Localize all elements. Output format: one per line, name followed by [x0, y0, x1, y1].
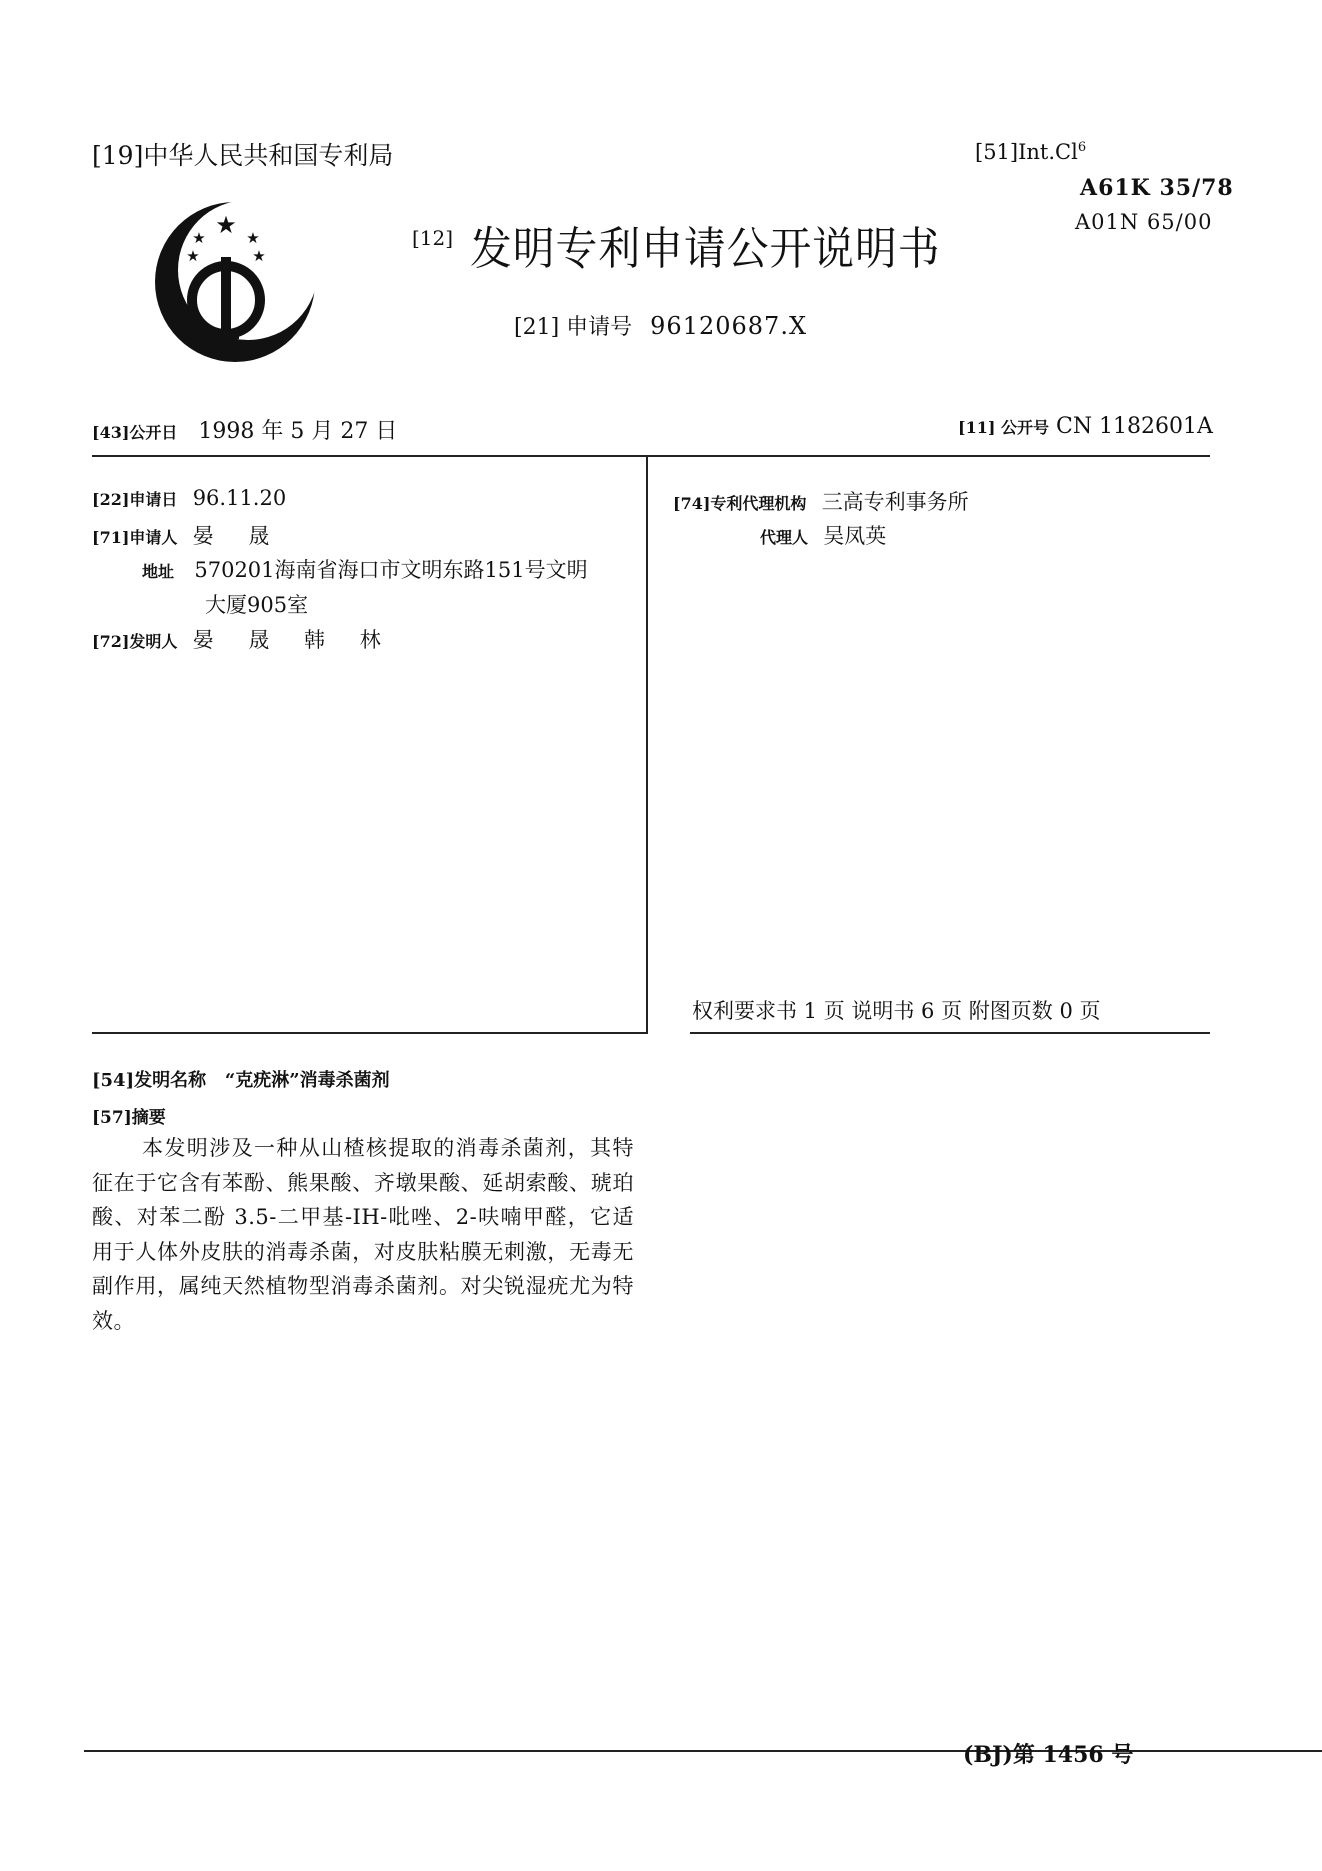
publication-number-code: [11] 公开号	[958, 418, 1049, 437]
publication-number	[958, 414, 1213, 439]
divider-right-bottom	[690, 1032, 1210, 1034]
inventor-value: 晏 晟 韩 林	[192, 628, 395, 652]
ipc-code-secondary: A01N 65/00	[1075, 210, 1213, 234]
address-line-2: 大厦905室	[205, 593, 309, 617]
invention-title-code: [54]发明名称	[92, 1070, 207, 1091]
filing-date-code: [22]申请日	[92, 490, 178, 509]
address-row	[142, 554, 588, 584]
agency-row	[673, 486, 969, 516]
abstract-text: 本发明涉及一种从山楂核提取的消毒杀菌剂，其特征在于它含有苯酚、熊果酸、齐墩果酸、延胡索酸、琥珀酸、对苯二酚 3.5-二甲基-IH-吡唑、2-呋喃甲醛，它适用于人体外皮肤的消毒杀菌，对皮肤粘膜无刺激，无毒无副作用，属纯天然植物型消毒杀菌剂。对尖锐湿疣尤为特效。	[92, 1136, 634, 1333]
ipc-edition: 6	[1077, 140, 1087, 155]
applicant-value: 晏 晟	[192, 524, 284, 548]
application-number-value: 96120687.X	[650, 312, 808, 340]
address-line-1: 570201海南省海口市文明东路151号文明	[194, 558, 588, 582]
agency-code: [74]专利代理机构	[673, 494, 807, 513]
applicant-code: [71]申请人	[92, 528, 178, 547]
document-type-code: [12]	[412, 226, 454, 250]
inventor-code: [72]发明人	[92, 632, 178, 651]
patent-office-emblem-icon	[150, 195, 320, 365]
document-type: 发明专利申请公开说明书	[470, 222, 941, 275]
filing-date-value: 96.11.20	[192, 486, 287, 510]
applicant-row	[92, 520, 283, 550]
application-number-label: [21] 申请号	[514, 315, 633, 340]
agent-label: 代理人	[760, 528, 809, 547]
publication-number-value: CN 1182601A	[1055, 414, 1213, 439]
agency-value: 三高专利事务所	[821, 490, 969, 514]
footer-rule	[84, 1750, 1322, 1752]
abstract-label: [57]摘要	[92, 1108, 166, 1128]
divider-vertical	[646, 455, 648, 1033]
publication-date-value: 1998 年 5 月 27 日	[198, 419, 398, 444]
filing-date-row	[92, 486, 286, 510]
agent-row	[760, 520, 886, 550]
page-counts: 权利要求书 1 页 说明书 6 页 附图页数 0 页	[692, 999, 1101, 1023]
publication-date-code: [43]公开日	[92, 423, 178, 442]
address-label: 地址	[142, 562, 175, 581]
footer-code: (BJ)第 1456 号	[963, 1742, 1134, 1768]
svg-text:★: ★	[252, 247, 266, 265]
invention-title-value: “克疣淋”消毒杀菌剂	[224, 1070, 390, 1091]
publication-date	[92, 414, 397, 445]
divider-top	[92, 455, 1210, 457]
svg-text:★: ★	[215, 211, 237, 239]
issuing-office: [19]中华人民共和国专利局	[92, 141, 394, 170]
svg-text:★: ★	[192, 229, 206, 247]
ipc-label: [51]Int.Cl$^6$	[975, 140, 1087, 164]
invention-title	[92, 1066, 390, 1092]
application-number	[514, 310, 807, 341]
ipc-code-primary: A61K 35/78	[1080, 175, 1234, 201]
inventor-row	[92, 624, 395, 654]
divider-left-bottom	[92, 1032, 648, 1034]
agent-value: 吴凤英	[823, 524, 887, 548]
svg-text:★: ★	[246, 229, 260, 247]
svg-text:★: ★	[186, 247, 200, 265]
